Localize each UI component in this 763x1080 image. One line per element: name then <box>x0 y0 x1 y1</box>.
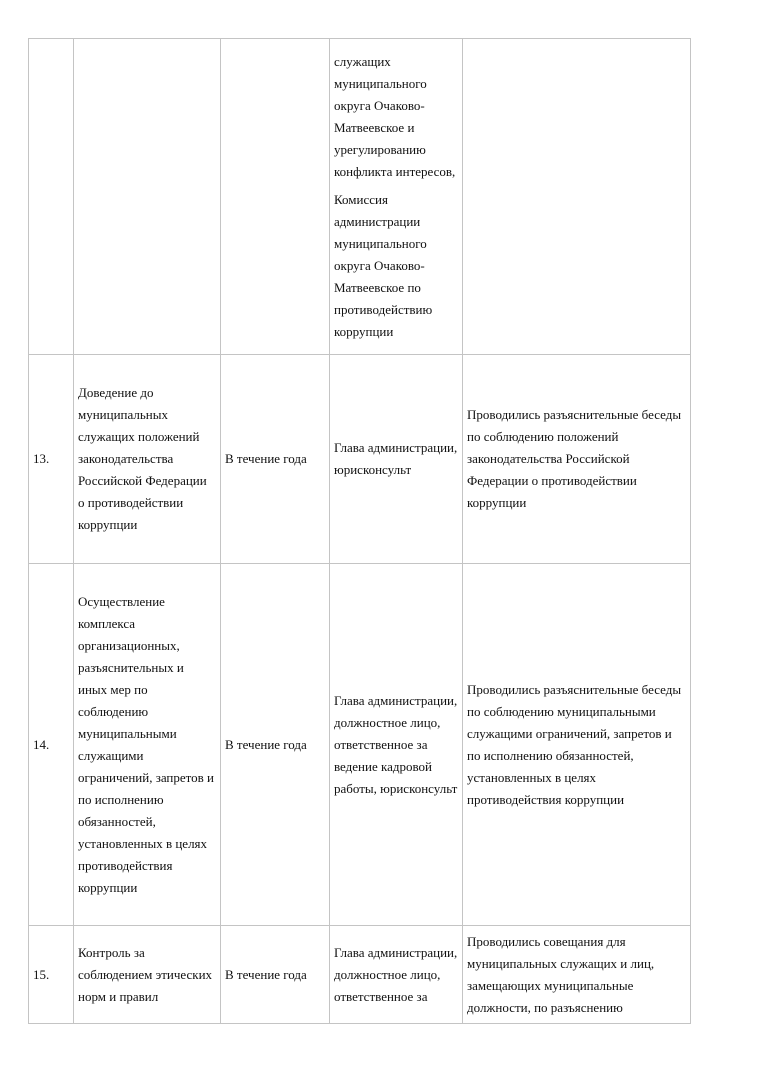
responsible-cell <box>330 39 463 355</box>
result-cell <box>463 39 691 355</box>
action-cell: Контроль за соблюдением этических норм и правил <box>74 926 221 1024</box>
responsible-text: Глава администрации, должностное лицо, ответственное за ведение кадровой работы, юрисконсульт <box>334 692 458 796</box>
period-cell: В течение года <box>221 926 330 1024</box>
result-cell: Проводились разъяснительные беседы по соблюдению муниципальными служащими ограничений, запретов и по исполнению обязанностей, установленных в целях противодействия коррупции <box>463 564 691 926</box>
action-cell: Осуществление комплекса организационных, разъяснительных и иных мер по соблюдению муниципальными служащими ограничений, запретов и по исполнению обязанностей, установленных в целях противодействия коррупции <box>74 564 221 926</box>
table-row <box>29 564 691 926</box>
responsible-text: Комиссия администрации муниципального округа Очаково-Матвеевское по противодействию коррупции <box>334 191 433 339</box>
responsible-cell <box>330 564 463 926</box>
period-cell <box>221 39 330 355</box>
table-row <box>29 39 691 355</box>
responsible-text: Глава администрации, должностное лицо, ответственное за <box>334 944 458 1004</box>
period-cell: В течение года <box>221 355 330 564</box>
row-number: 14. <box>29 564 74 926</box>
period-cell: В течение года <box>221 564 330 926</box>
table-row <box>29 926 691 1024</box>
responsible-cell <box>330 355 463 564</box>
responsible-text: служащих муниципального округа Очаково-Матвеевское и урегулированию конфликта интересов, <box>334 53 456 179</box>
measures-table <box>28 38 691 1024</box>
responsible-text: Глава администрации, юрисконсульт <box>334 440 458 477</box>
row-number <box>29 39 74 355</box>
result-cell: Проводились совещания для муниципальных служащих и лиц, замещающих муниципальные должности, по разъяснению <box>463 926 691 1024</box>
action-cell: Доведение до муниципальных служащих положений законодательства Российской Федерации о противодействии коррупции <box>74 355 221 564</box>
row-number: 13. <box>29 355 74 564</box>
result-cell: Проводились разъяснительные беседы по соблюдению положений законодательства Российской Федерации о противодействии коррупции <box>463 355 691 564</box>
responsible-cell <box>330 926 463 1024</box>
table-row <box>29 355 691 564</box>
row-number: 15. <box>29 926 74 1024</box>
document-page <box>28 38 691 1024</box>
action-cell <box>74 39 221 355</box>
